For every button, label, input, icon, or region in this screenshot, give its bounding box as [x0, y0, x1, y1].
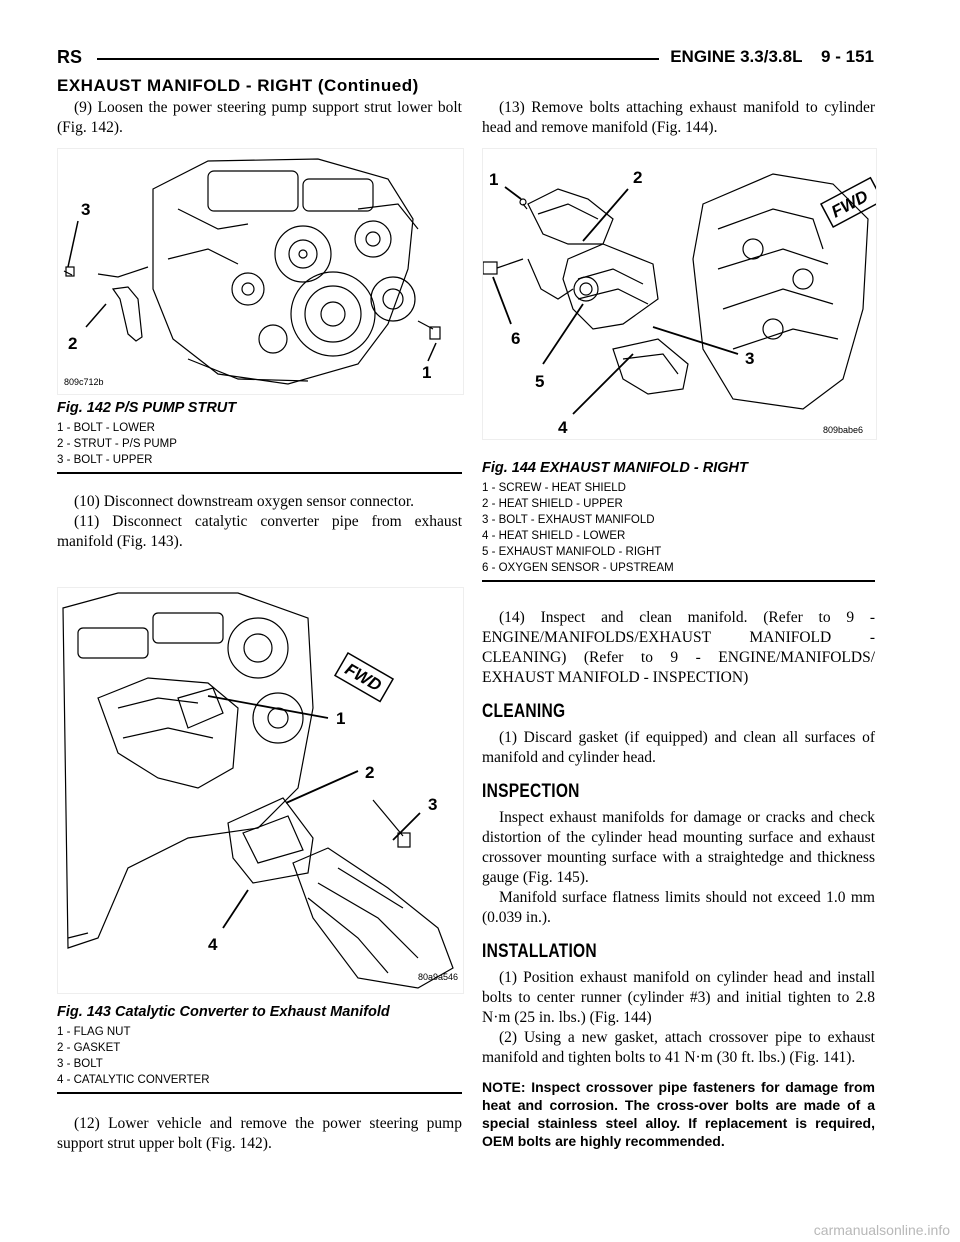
fig-144-title: Fig. 144 EXHAUST MANIFOLD - RIGHT [482, 460, 748, 476]
inspection-para-1: Inspect exhaust manifolds for damage or cracks and check distortion of the cylinder head mounting surface and exhaust crossover mounting surface with a straightedge and thickness gauge (Fig. 145). [482, 809, 875, 886]
fig-142-legend-2: 2 - STRUT - P/S PUMP [57, 438, 177, 450]
installation-step-1: (1) Position exhaust manifold on cylinder head and install bolts to center runner (cylinder #3) and initial tighten to 2.8 N·m (25 in. lbs.) (Fig. 144) [482, 969, 875, 1026]
fig-143-legend-1: 1 - FLAG NUT [57, 1026, 131, 1038]
cleaning-heading: CLEANING [482, 701, 566, 722]
fig-144-callout-1: 1 [489, 170, 499, 189]
fig-144-callout-5: 5 [535, 372, 545, 391]
step-10-text: (10) Disconnect downstream oxygen sensor connector. [74, 493, 415, 510]
step-12-text: (12) Lower vehicle and remove the power steering pump support strut upper bolt (Fig. 142). [57, 1115, 462, 1152]
installation-step-2: (2) Using a new gasket, attach crossover pipe to exhaust manifold and tighten bolts to 41 N·m (30 ft. lbs.) (Fig. 141). [482, 1029, 875, 1066]
fig-142-legend [57, 420, 462, 468]
fig-143-title: Fig. 143 Catalytic Converter to Exhaust Manifold [57, 1004, 390, 1020]
fig-144-legend-5: 5 - EXHAUST MANIFOLD - RIGHT [482, 546, 662, 558]
right-step-13-block [482, 98, 875, 138]
fig-143-illustration [57, 587, 464, 994]
fig-142-legend-3: 3 - BOLT - UPPER [57, 454, 153, 466]
installation-heading: INSTALLATION [482, 941, 597, 962]
fig-144-legend [482, 480, 875, 576]
fig-144-caption [482, 460, 875, 582]
fig-143-legend-2: 2 - GASKET [57, 1042, 121, 1054]
header-section-code: RS [57, 47, 83, 67]
fig-144-legend-1: 1 - SCREW - HEAT SHIELD [482, 482, 626, 494]
fig-142-title: Fig. 142 P/S PUMP STRUT [57, 400, 237, 416]
fig-143-caption [57, 1004, 462, 1094]
right-main-text-block [482, 608, 875, 1150]
fig-143-legend-4: 4 - CATALYTIC CONVERTER [57, 1074, 210, 1086]
fig-143-callout-3: 3 [428, 795, 438, 814]
cleaning-step-1: (1) Discard gasket (if equipped) and clean all surfaces of manifold and cylinder head. [482, 729, 875, 766]
fig-143-callout-1: 1 [336, 709, 346, 728]
header-rule [97, 58, 659, 60]
left-steps-10-11-block [57, 492, 462, 552]
fig-143-callout-2: 2 [365, 763, 375, 782]
watermark: carmanualsonline.info [813, 1222, 950, 1238]
fig-142-illustration [57, 148, 464, 395]
left-step-12-block [57, 1114, 462, 1154]
header-page-info: ENGINE 3.3/3.8L 9 - 151 [670, 47, 874, 66]
fig-143-rule [57, 1092, 462, 1094]
fig-143-id: 80a9a546 [418, 972, 459, 982]
fig-144-callout-2: 2 [633, 168, 643, 187]
fig-144-callout-3: 3 [745, 349, 755, 368]
step-11-text: (11) Disconnect catalytic converter pipe from exhaust manifold (Fig. 143). [57, 513, 462, 550]
inspection-para-2: Manifold surface flatness limits should not exceed 1.0 mm (0.039 in.). [482, 889, 875, 926]
inspection-heading: INSPECTION [482, 781, 580, 802]
fig-142-callout-2: 2 [68, 334, 78, 353]
left-step-9-block [57, 98, 462, 138]
fig-144-legend-2: 2 - HEAT SHIELD - UPPER [482, 498, 623, 510]
fig-143-fwd-label: FWD [341, 659, 385, 696]
fig-144-legend-6: 6 - OXYGEN SENSOR - UPSTREAM [482, 562, 674, 574]
step-14-text: (14) Inspect and clean manifold. (Refer to 9 - ENGINE/MANIFOLDS/EXHAUST MANIFOLD - CLEANING) (Refer to 9 - ENGINE/MANIFOLDS/ EXHAUST MANIFOLD - INSPECTION) [482, 609, 875, 686]
fig-143-legend-3: 3 - BOLT [57, 1058, 103, 1070]
fig-144-id: 809babe6 [823, 425, 864, 435]
fig-144-fwd-label: FWD [828, 186, 872, 222]
fig-144-legend-4: 4 - HEAT SHIELD - LOWER [482, 530, 626, 542]
step-13-text: (13) Remove bolts attaching exhaust manifold to cylinder head and remove manifold (Fig. 144). [482, 99, 875, 136]
step-9-text: (9) Loosen the power steering pump support strut lower bolt (Fig. 142). [57, 99, 462, 136]
fig-143-legend [57, 1024, 462, 1088]
fig-144-rule [482, 580, 875, 582]
fig-144-callout-4: 4 [558, 418, 568, 437]
page-subtitle: EXHAUST MANIFOLD - RIGHT (Continued) [57, 76, 419, 95]
fig-142-callout-3: 3 [81, 200, 91, 219]
fig-142-id: 809c712b [64, 377, 104, 387]
fig-143-callout-4: 4 [208, 935, 218, 954]
fig-142-legend-1: 1 - BOLT - LOWER [57, 422, 155, 434]
fig-142-callout-1: 1 [422, 363, 432, 382]
fig-142-caption [57, 400, 462, 474]
crossover-bolt-note: NOTE: Inspect crossover pipe fasteners for damage from heat and corrosion. The cross-over bolts are made of a special stainless steel alloy. If replacement is required, OEM bolts are highly recommended. [482, 1079, 875, 1149]
fig-144-illustration [482, 148, 877, 440]
fig-144-callout-6: 6 [511, 329, 521, 348]
fig-142-rule [57, 472, 462, 474]
fig-144-legend-3: 3 - BOLT - EXHAUST MANIFOLD [482, 514, 655, 526]
